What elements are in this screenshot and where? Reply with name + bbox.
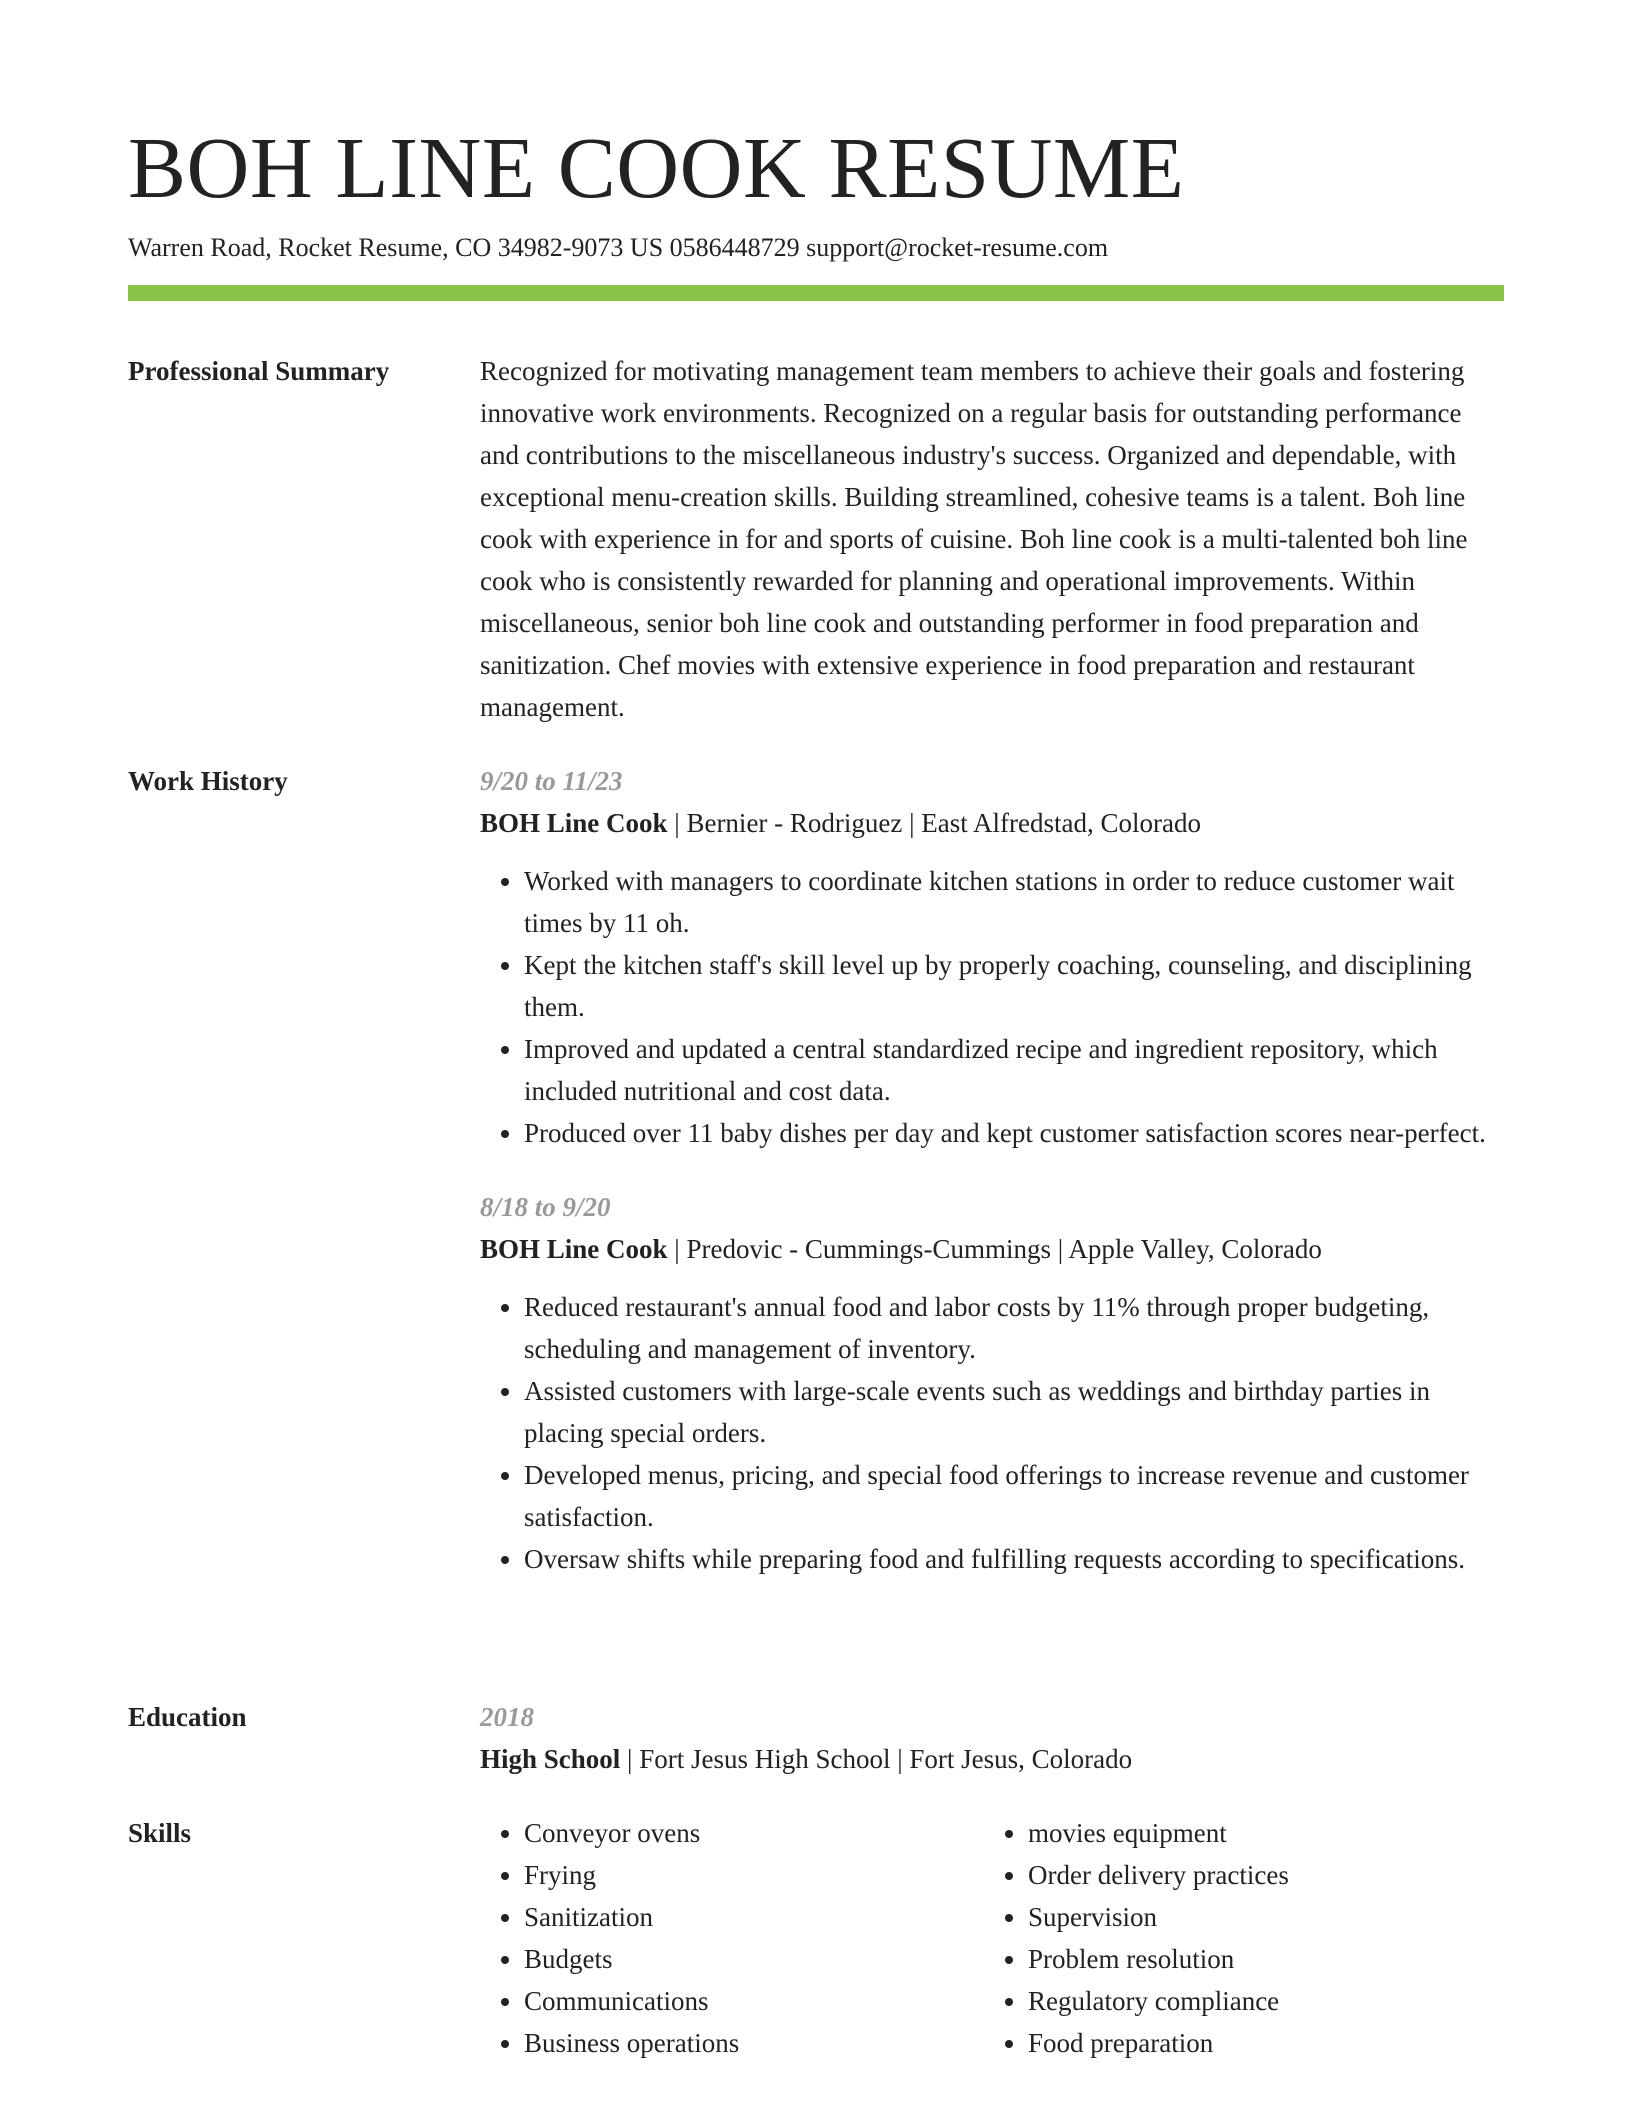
job-entry	[480, 760, 1504, 1154]
list-item: • Sanitization	[524, 1896, 984, 1938]
list-item: • movies equipment	[1028, 1812, 1488, 1854]
list-item: • Assisted customers with large-scale events such as weddings and birthday parties in placing special orders.	[524, 1370, 1504, 1454]
list-item: • Improved and updated a central standardized recipe and ingredient repository, which included nutritional and cost data.	[524, 1028, 1504, 1112]
skills-heading: Skills	[128, 1818, 192, 1848]
job-title-line	[480, 1228, 1504, 1270]
list-item: • Worked with managers to coordinate kitchen stations in order to reduce customer wait times by 11 oh.	[524, 860, 1504, 944]
summary-heading: Professional Summary	[128, 356, 390, 386]
skills-list-right	[984, 1812, 1488, 2064]
list-item: • Developed menus, pricing, and special food offerings to increase revenue and customer satisfaction.	[524, 1454, 1504, 1538]
list-item: • Supervision	[1028, 1896, 1488, 1938]
job-role: BOH Line Cook	[480, 1234, 668, 1264]
work-history-heading: Work History	[128, 766, 288, 796]
list-item: • Order delivery practices	[1028, 1854, 1488, 1896]
job-dates: 9/20 to 11/23	[480, 766, 623, 796]
job-details: | Bernier - Rodriguez | East Alfredstad, Colorado	[667, 808, 1201, 838]
education-heading: Education	[128, 1702, 247, 1732]
job-title-line	[480, 802, 1504, 844]
summary-text: Recognized for motivating management team members to achieve their goals and fostering innovative work environments. Recognized on a regular basis for outstanding performance and contributions to the miscellaneous industry's success. Organized and dependable, with exceptional menu-creation skills. Building streamlined, cohesive teams is a talent. Boh line cook with experience in for and sports of cuisine. Boh line cook is a multi-talented boh line cook who is consistently rewarded for planning and operational improvements. Within miscellaneous, senior boh line cook and outstanding performer in food preparation and sanitization. Chef movies with extensive experience in food preparation and restaurant management.	[480, 356, 1468, 722]
list-item: • Regulatory compliance	[1028, 1980, 1488, 2022]
education-year: 2018	[480, 1702, 534, 1732]
job-entry	[480, 1186, 1504, 1580]
contact-line: Warren Road, Rocket Resume, CO 34982-9073 US 0586448729 support@rocket-resume.com	[128, 233, 1109, 262]
job-dates: 8/18 to 9/20	[480, 1192, 611, 1222]
skills-columns	[480, 1812, 1504, 2064]
resume-title: BOH LINE COOK RESUME	[128, 119, 1185, 216]
job-bullets	[480, 1286, 1504, 1580]
accent-divider	[128, 285, 1504, 301]
job-bullets	[480, 860, 1504, 1154]
list-item: • Communications	[524, 1980, 984, 2022]
list-item: • Conveyor ovens	[524, 1812, 984, 1854]
education-line	[480, 1738, 1504, 1780]
list-item: • Business operations	[524, 2022, 984, 2064]
job-role: BOH Line Cook	[480, 808, 668, 838]
job-details: | Predovic - Cummings-Cummings | Apple Valley, Colorado	[667, 1234, 1322, 1264]
education-details: | Fort Jesus High School | Fort Jesus, Colorado	[620, 1744, 1133, 1774]
list-item: • Frying	[524, 1854, 984, 1896]
list-item: • Problem resolution	[1028, 1938, 1488, 1980]
list-item: • Reduced restaurant's annual food and labor costs by 11% through proper budgeting, scheduling and management of inventory.	[524, 1286, 1504, 1370]
list-item: • Oversaw shifts while preparing food and fulfilling requests according to specifications.	[524, 1538, 1504, 1580]
list-item: • Budgets	[524, 1938, 984, 1980]
education-degree: High School	[480, 1744, 621, 1774]
list-item: • Kept the kitchen staff's skill level up by properly coaching, counseling, and disciplining them.	[524, 944, 1504, 1028]
list-item: • Food preparation	[1028, 2022, 1488, 2064]
entry-spacer	[480, 1154, 1504, 1186]
list-item: • Produced over 11 baby dishes per day and kept customer satisfaction scores near-perfect.	[524, 1112, 1504, 1154]
skills-list-left	[480, 1812, 984, 2064]
